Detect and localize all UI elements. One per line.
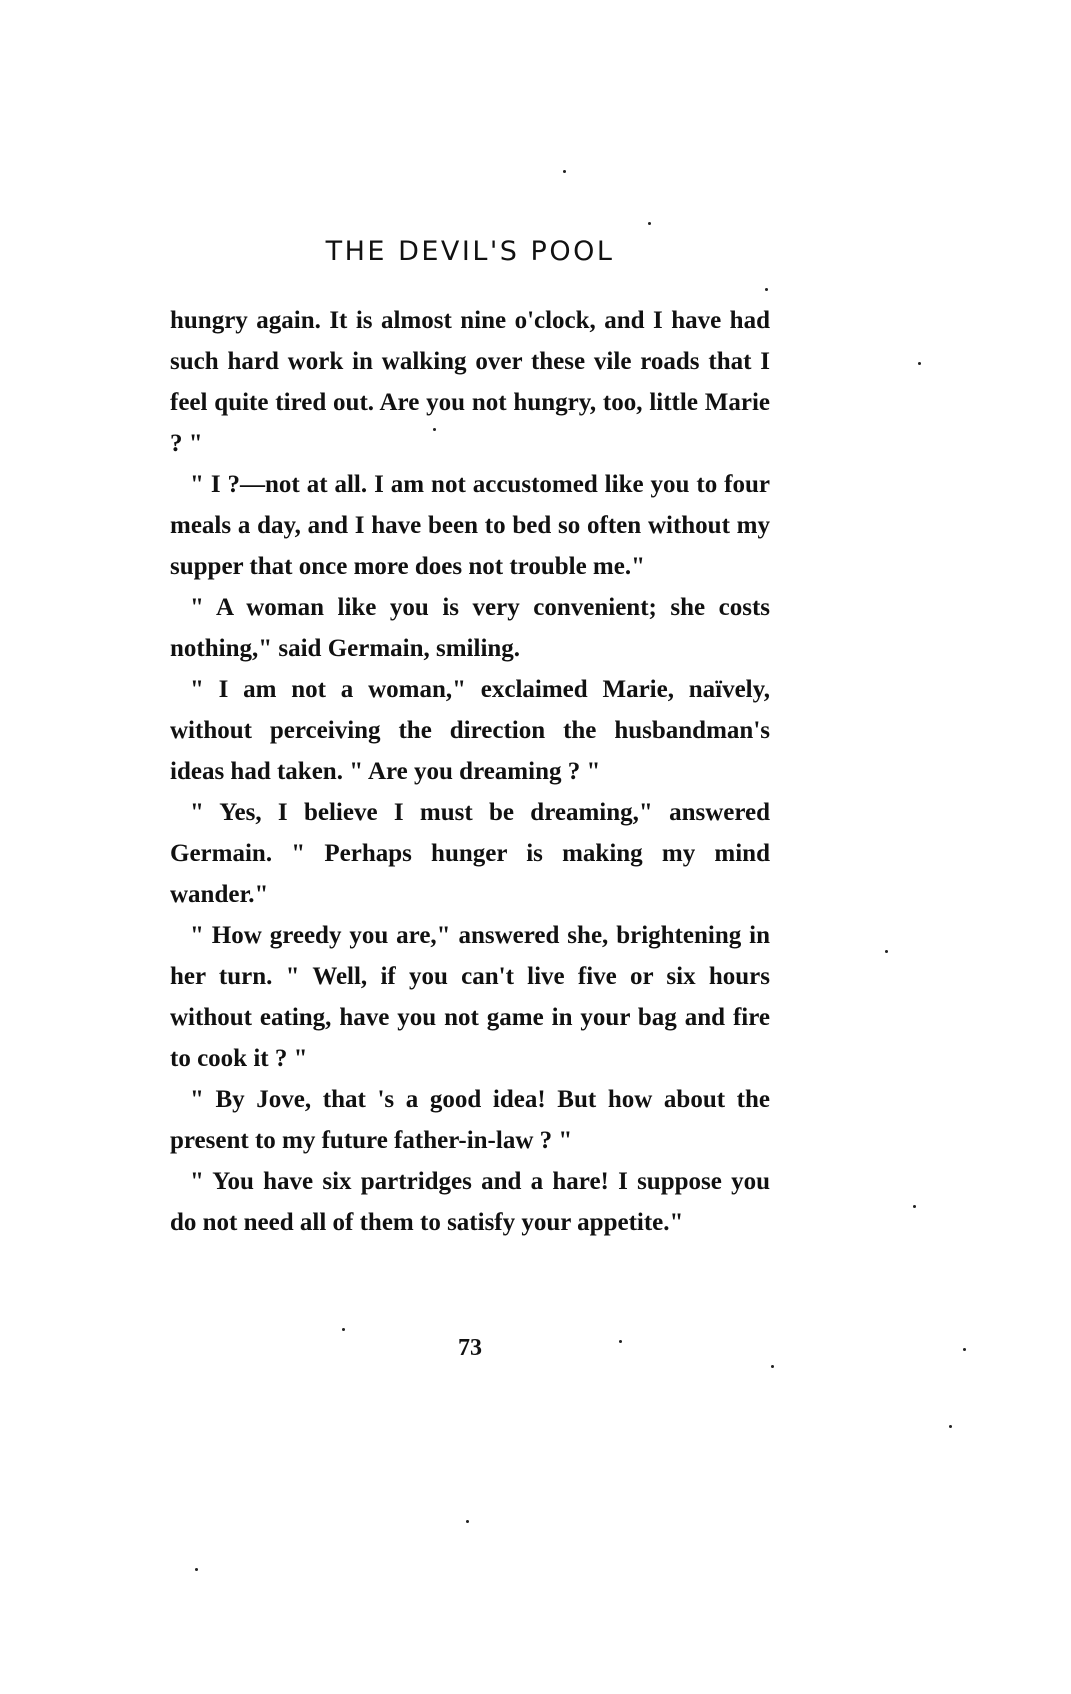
paragraph: " A woman like you is very convenient; she costs nothing," said Germain, smiling. <box>170 594 770 662</box>
scan-speck <box>195 1568 198 1571</box>
scan-speck <box>342 1328 345 1331</box>
scan-speck <box>771 1365 774 1368</box>
paragraph: " I ?—not at all. I am not accustomed like you to four meals a day, and I have been to bed so often without my supper that once more does not trouble me." <box>170 471 770 580</box>
paragraph: " How greedy you are," answered she, brightening in her turn. " Well, if you can't live five or six hours without eating, have you not game in your bag and fire to cook it ? " <box>170 922 770 1072</box>
scan-speck <box>466 1520 469 1523</box>
scan-speck <box>563 170 566 173</box>
running-title: THE DEVIL'S POOL <box>325 236 615 267</box>
paragraph: " You have six partridges and a hare! I suppose you do not need all of them to satisfy your appetite." <box>170 1168 770 1236</box>
scan-speck <box>648 222 651 225</box>
scan-speck <box>913 1205 916 1208</box>
scan-speck <box>885 950 888 953</box>
scan-speck <box>949 1425 952 1428</box>
paragraph: hungry again. It is almost nine o'clock, and I have had such hard work in walking over these vile roads that I feel quite tired out. Are you not hungry, too, little Marie ? " <box>170 307 770 457</box>
scan-speck <box>963 1348 966 1351</box>
paragraph: " By Jove, that 's a good idea! But how about the present to my future father-in-law ? " <box>170 1086 770 1154</box>
body-text <box>170 300 770 1243</box>
paragraph: " I am not a woman," exclaimed Marie, naïvely, without perceiving the direction the husbandman's ideas had taken. " Are you dreaming ? " <box>170 676 770 785</box>
scan-speck <box>619 1340 622 1343</box>
scan-speck <box>765 288 768 291</box>
page-number: 73 <box>458 1335 482 1361</box>
scan-speck <box>433 428 436 431</box>
scan-speck <box>918 362 921 365</box>
paragraph: " Yes, I believe I must be dreaming," answered Germain. " Perhaps hunger is making my mind wander." <box>170 799 770 908</box>
